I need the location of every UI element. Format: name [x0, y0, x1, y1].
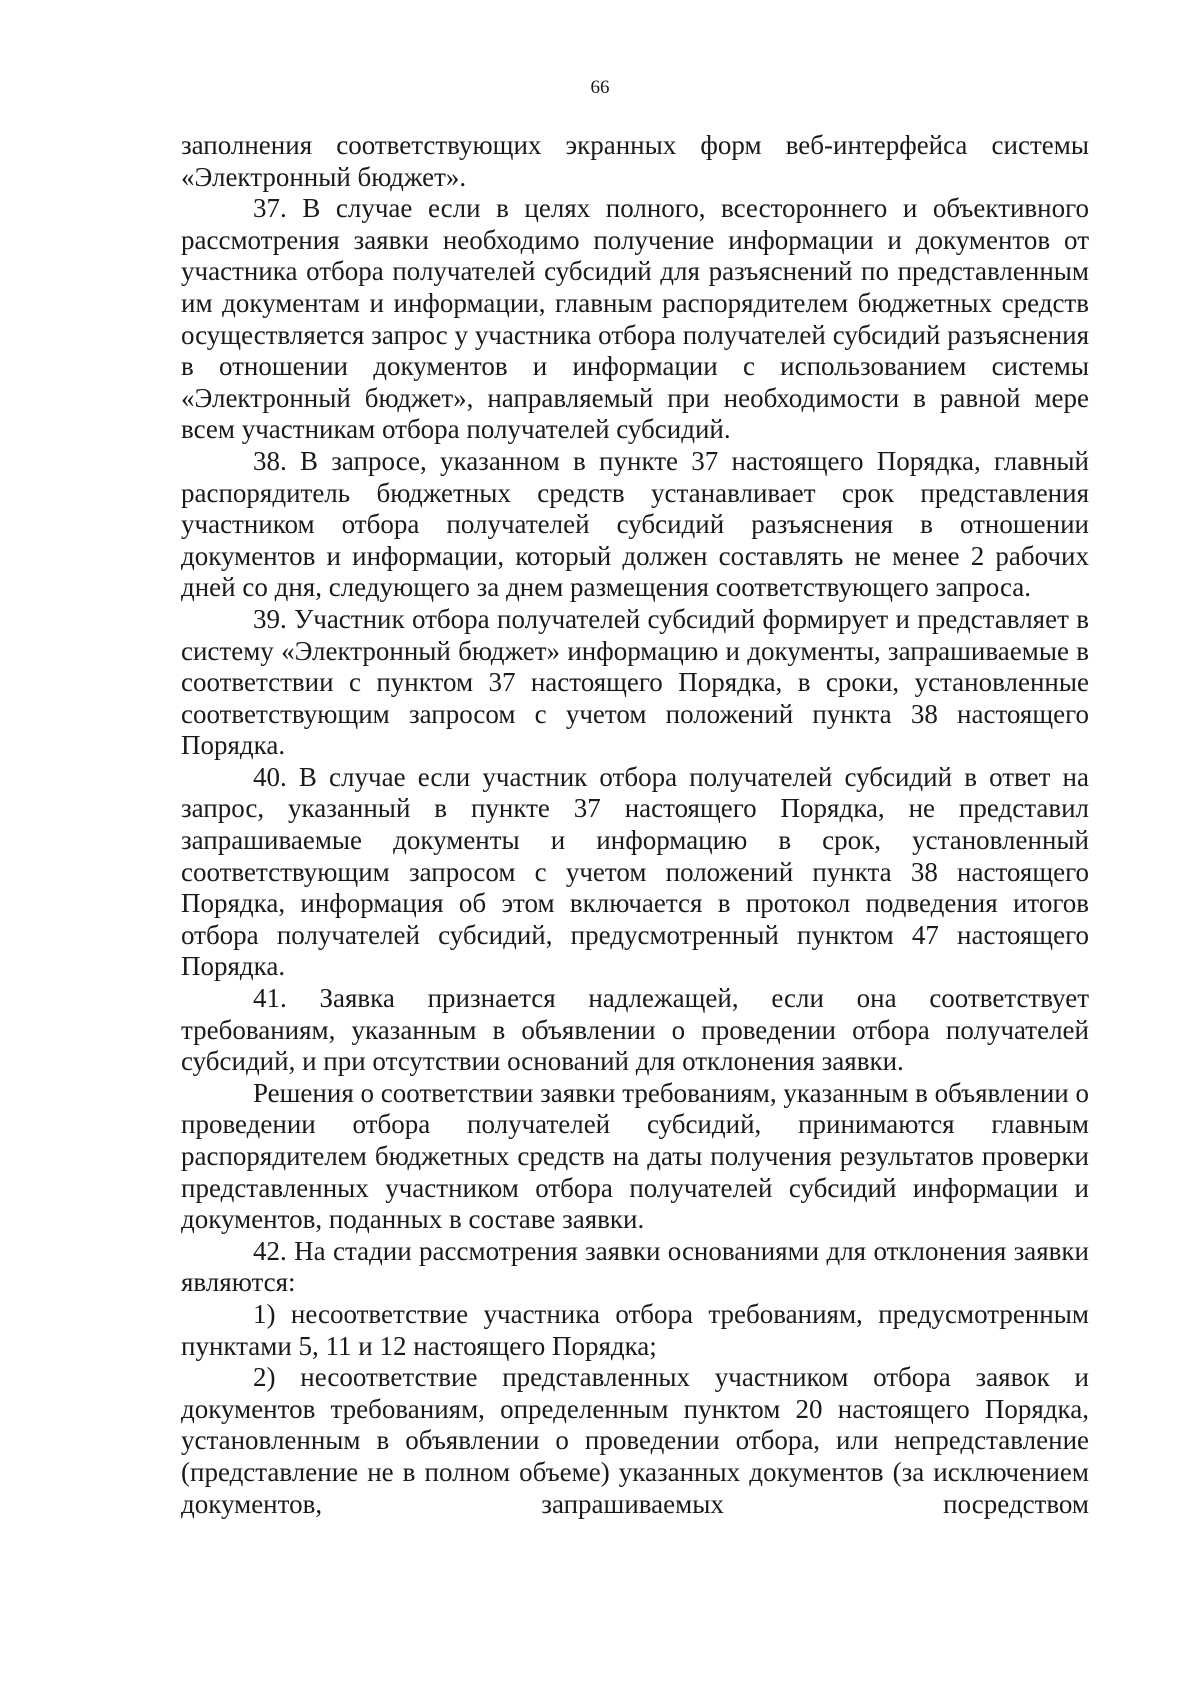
- page-number: 66: [590, 77, 610, 98]
- paragraph-37: 37. В случае если в целях полного, всестороннего и объективного рассмотрения заявки необходимо получение информации и документов от участника отбора получателей субсидий для разъяснений по представленным им документам и информации, главным распорядителем бюджетных средств осуществляется запрос у участника отбора получателей субсидий разъяснения в отношении документов и информации с использованием системы «Электронный бюджет», направляемый при необходимости в равной мере всем участникам отбора получателей субсидий.: [181, 193, 1089, 445]
- document-body: [181, 130, 1089, 1520]
- paragraph-41: 41. Заявка признается надлежащей, если она соответствует требованиям, указанным в объявлении о проведении отбора получателей субсидий, и при отсутствии оснований для отклонения заявки.: [181, 983, 1089, 1077]
- paragraph-38: 38. В запросе, указанном в пункте 37 настоящего Порядка, главный распорядитель бюджетных средств устанавливает срок представления участником отбора получателей субсидий разъяснения в отношении документов и информации, который должен составлять не менее 2 рабочих дней со дня, следующего за днем размещения соответствующего запроса.: [181, 445, 1089, 603]
- paragraph-continuation: заполнения соответствующих экранных форм веб-интерфейса системы «Электронный бюджет».: [181, 130, 1089, 192]
- paragraph-42-item-2: 2) несоответствие представленных участником отбора заявок и документов требованиям, определенным пунктом 20 настоящего Порядка, установленным в объявлении о проведении отбора, или непредставление (представление не в полном объеме) указанных документов (за исключением документов, запрашиваемых посредством: [181, 1362, 1089, 1519]
- paragraph-41-decisions: Решения о соответствии заявки требованиям, указанным в объявлении о проведении отбора получателей субсидий, принимаются главным распорядителем бюджетных средств на даты получения результатов проверки представленных участником отбора получателей субсидий информации и документов, поданных в составе заявки.: [181, 1077, 1089, 1235]
- paragraph-42-item-1: 1) несоответствие участника отбора требованиям, предусмотренным пунктами 5, 11 и 12 настоящего Порядка;: [181, 1298, 1089, 1361]
- paragraph-39: 39. Участник отбора получателей субсидий формирует и представляет в систему «Электронный бюджет» информацию и документы, запрашиваемые в соответствии с пунктом 37 настоящего Порядка, в сроки, установленные соответствующим запросом с учетом положений пункта 38 настоящего Порядка.: [181, 603, 1089, 761]
- paragraph-42: 42. На стадии рассмотрения заявки основаниями для отклонения заявки являются:: [181, 1235, 1089, 1298]
- paragraph-40: 40. В случае если участник отбора получателей субсидий в ответ на запрос, указанный в пункте 37 настоящего Порядка, не представил запрашиваемые документы и информацию в срок, установленный соответствующим запросом с учетом положений пункта 38 настоящего Порядка, информация об этом включается в протокол подведения итогов отбора получателей субсидий, предусмотренный пунктом 47 настоящего Порядка.: [181, 761, 1089, 982]
